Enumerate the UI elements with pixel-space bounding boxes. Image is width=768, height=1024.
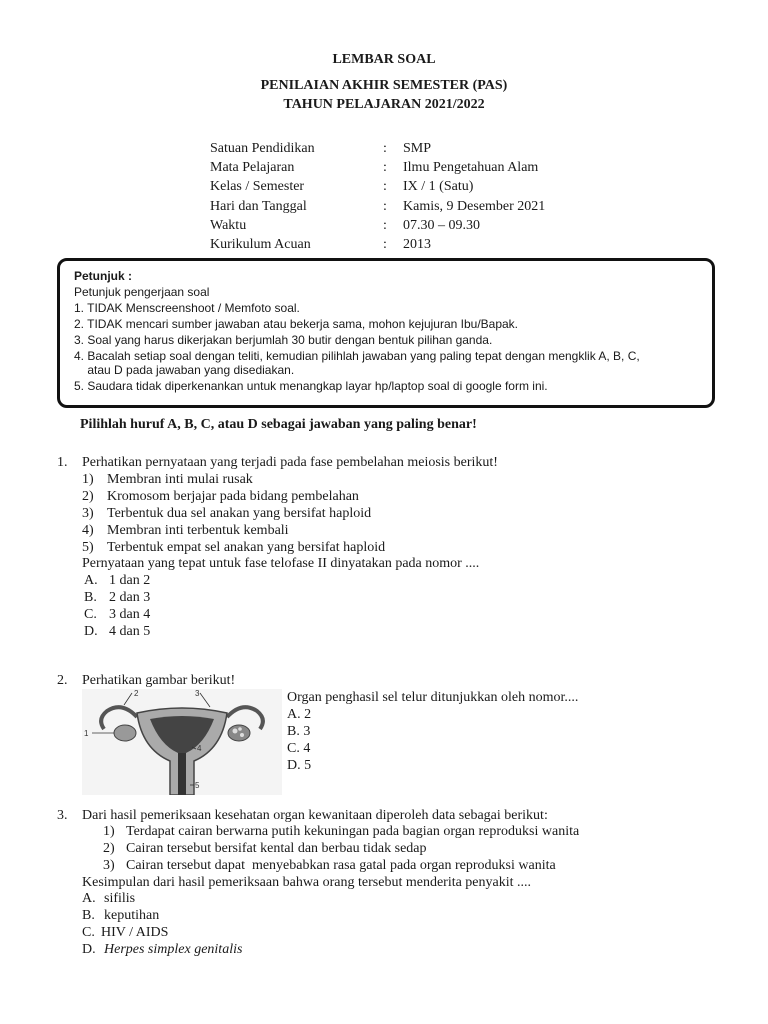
option-a[interactable]: A. 2 — [287, 707, 312, 722]
instruction-line: 5. Saudara tidak diperkenankan untuk menangkap layar hp/laptop soal di google form ini. — [74, 379, 548, 393]
statement-number: 2) — [103, 841, 115, 856]
question-number: 2. — [57, 673, 68, 688]
instruction-line: 4. Bacalah setiap soal dengan teliti, kemudian pilihlah jawaban yang paling tepat dengan mengklik A, B, C, — [74, 349, 640, 363]
figure-label-3: 3 — [195, 689, 200, 698]
statement-text: Membran inti mulai rusak — [107, 472, 253, 487]
figure-label-5: 5 — [195, 781, 200, 790]
question-prompt: Pernyataan yang tepat untuk fase telofase II dinyatakan pada nomor .... — [82, 556, 480, 571]
statement-text: Terdapat cairan berwarna putih kekuningan pada bagian organ reproduksi wanita — [126, 824, 580, 839]
answer-instruction: Pilihlah huruf A, B, C, atau D sebagai jawaban yang paling benar! — [80, 417, 477, 432]
option-c[interactable]: C. 4 — [287, 741, 311, 756]
statement-number: 3) — [82, 506, 94, 521]
figure-label-2: 2 — [134, 689, 139, 698]
option-a[interactable]: sifilis — [104, 891, 136, 906]
option-label: D. — [84, 624, 98, 639]
statement-text: Membran inti terbentuk kembali — [107, 523, 289, 538]
statement-text: Kromosom berjajar pada bidang pembelahan — [107, 489, 359, 504]
document-title: LEMBAR SOAL — [332, 52, 436, 67]
academic-year: TAHUN PELAJARAN 2021/2022 — [283, 97, 485, 112]
question-number: 3. — [57, 808, 68, 823]
option-label: C. — [84, 607, 97, 622]
option-d[interactable]: Herpes simplex genitalis — [104, 942, 243, 957]
option-label: A. — [82, 891, 96, 906]
figure-label-1: 1 — [84, 729, 89, 738]
question-text: Perhatikan gambar berikut! — [82, 673, 236, 688]
option-d[interactable]: D. 5 — [287, 758, 312, 773]
question-text: Dari hasil pemeriksaan kesehatan organ kewanitaan diperoleh data sebagai berikut: — [82, 808, 548, 823]
instruction-line: atau D pada jawaban yang disediakan. — [74, 363, 295, 377]
instruction-line: Petunjuk pengerjaan soal — [74, 285, 210, 299]
instructions-heading: Petunjuk : — [74, 269, 133, 283]
uterus-illustration — [82, 689, 282, 795]
statement-number: 2) — [82, 489, 94, 504]
option-b[interactable]: 2 dan 3 — [109, 590, 151, 605]
statement-number: 3) — [103, 858, 115, 873]
option-label: A. — [84, 573, 98, 588]
question-prompt: Organ penghasil sel telur ditunjukkan oleh nomor.... — [287, 690, 579, 705]
option-label: C. — [82, 925, 95, 940]
statement-number: 1) — [82, 472, 94, 487]
question-text: Perhatikan pernyataan yang terjadi pada fase pembelahan meiosis berikut! — [82, 455, 498, 470]
reproductive-organ-figure — [82, 689, 282, 795]
instruction-line: 3. Soal yang harus dikerjakan berjumlah 30 butir dengan bentuk pilihan ganda. — [74, 333, 493, 347]
option-b[interactable]: keputihan — [104, 908, 160, 923]
question-prompt: Kesimpulan dari hasil pemeriksaan bahwa orang tersebut menderita penyakit .... — [82, 875, 532, 890]
statement-text: Cairan tersebut bersifat kental dan berbau tidak sedap — [126, 841, 427, 856]
question-number: 1. — [57, 455, 68, 470]
instruction-line: 2. TIDAK mencari sumber jawaban atau bekerja sama, mohon kejujuran Ibu/Bapak. — [74, 317, 519, 331]
option-b[interactable]: B. 3 — [287, 724, 311, 739]
option-c[interactable]: 3 dan 4 — [109, 607, 151, 622]
statement-text: Terbentuk empat sel anakan yang bersifat haploid — [107, 540, 386, 555]
option-a[interactable]: 1 dan 2 — [109, 573, 151, 588]
option-d[interactable]: 4 dan 5 — [109, 624, 151, 639]
statement-number: 5) — [82, 540, 94, 555]
exam-title: PENILAIAN AKHIR SEMESTER (PAS) — [260, 78, 508, 93]
instructions-box — [57, 258, 715, 408]
figure-label-4: 4 — [197, 744, 202, 753]
option-label: B. — [82, 908, 95, 923]
statement-number: 4) — [82, 523, 94, 538]
statement-text: Cairan tersebut dapat menyebabkan rasa gatal pada organ reproduksi wanita — [126, 858, 556, 873]
statement-number: 1) — [103, 824, 115, 839]
instruction-line: 1. TIDAK Menscreenshoot / Memfoto soal. — [74, 301, 300, 315]
option-label: D. — [82, 942, 96, 957]
option-label: B. — [84, 590, 97, 605]
option-c[interactable]: HIV / AIDS — [101, 925, 169, 940]
statement-text: Terbentuk dua sel anakan yang bersifat haploid — [107, 506, 372, 521]
